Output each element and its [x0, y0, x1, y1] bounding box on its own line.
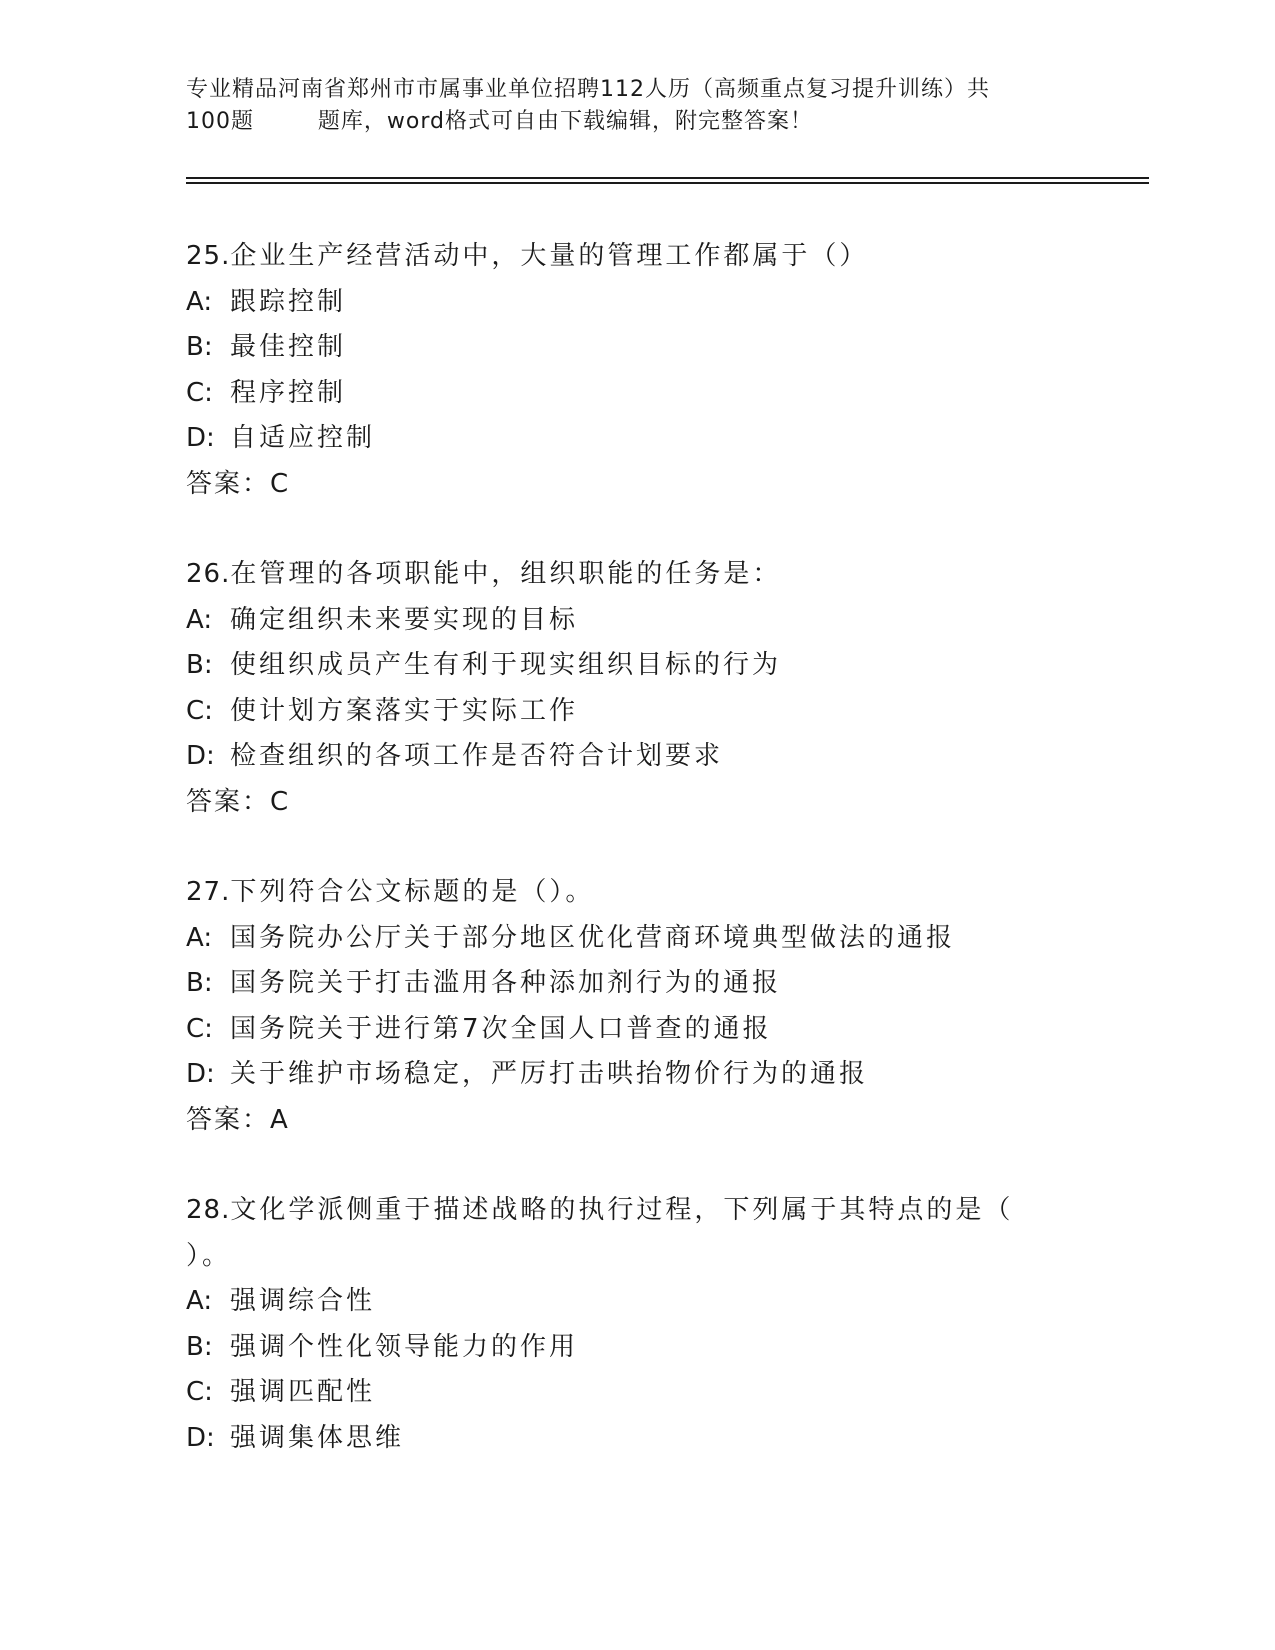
- document-header: [186, 74, 1086, 138]
- option-letter: A:: [186, 286, 213, 317]
- option-letter: D:: [186, 1422, 215, 1453]
- question-text: 企业生产经营活动中，大量的管理工作都属于（）: [230, 241, 869, 271]
- option-c: [186, 371, 1086, 417]
- option-letter: C:: [186, 1013, 213, 1044]
- question-number: 27.: [186, 877, 231, 907]
- header-line-2: 100题 题库，word格式可自由下载编辑，附完整答案！: [186, 109, 814, 134]
- option-letter: C:: [186, 1377, 213, 1407]
- question-number: 28.: [186, 1195, 231, 1225]
- option-letter: C:: [186, 377, 213, 408]
- question-stem: [186, 234, 1086, 280]
- option-letter: D:: [186, 423, 215, 453]
- answer-line: 答案：C: [186, 468, 291, 499]
- option-letter: B:: [186, 650, 213, 680]
- answer-line: 答案：A: [186, 1104, 290, 1135]
- option-letter: A:: [186, 604, 213, 635]
- option-d: [186, 1052, 1086, 1098]
- option-text: 自适应控制: [230, 423, 376, 453]
- option-text: 强调个性化领导能力的作用: [230, 1331, 579, 1362]
- option-d: [186, 416, 1086, 462]
- option-text: 程序控制: [230, 377, 347, 408]
- answer-line: 答案：C: [186, 786, 291, 817]
- option-d: [186, 1416, 1086, 1462]
- question-stem: [186, 552, 1086, 598]
- option-b: [186, 961, 1086, 1007]
- question-stem: [186, 870, 1086, 916]
- option-a: [186, 916, 1086, 962]
- option-text: 强调集体思维: [230, 1422, 405, 1453]
- question-number: 26.: [186, 559, 231, 589]
- question-28: [186, 1188, 1086, 1461]
- question-26: [186, 552, 1086, 825]
- option-text: 最佳控制: [230, 332, 347, 362]
- option-text: 强调综合性: [230, 1286, 376, 1316]
- option-a: [186, 598, 1086, 644]
- option-c: [186, 1007, 1086, 1053]
- question-list: [186, 234, 1086, 1506]
- option-text: 检查组织的各项工作是否符合计划要求: [230, 741, 724, 771]
- option-a: [186, 280, 1086, 326]
- option-letter: A:: [186, 1286, 213, 1316]
- option-text: 确定组织未来要实现的目标: [230, 604, 579, 635]
- header-line-1: 专业精品河南省郑州市市属事业单位招聘112人历（高频重点复习提升训练）共: [186, 77, 990, 102]
- option-text: 国务院办公厅关于部分地区优化营商环境典型做法的通报: [230, 922, 956, 953]
- question-25: [186, 234, 1086, 507]
- option-c: [186, 1370, 1086, 1416]
- option-a: [186, 1279, 1086, 1325]
- question-stem: [186, 1188, 1086, 1234]
- header-divider-bottom: [186, 182, 1149, 184]
- option-letter: C:: [186, 695, 213, 726]
- option-text: 关于维护市场稳定，严厉打击哄抬物价行为的通报: [230, 1059, 869, 1089]
- option-letter: B:: [186, 1331, 213, 1362]
- option-text: 使计划方案落实于实际工作: [230, 695, 579, 726]
- option-letter: D:: [186, 741, 215, 771]
- question-stem-continued: ）。: [186, 1240, 232, 1271]
- header-divider-top: [186, 177, 1149, 179]
- option-b: [186, 325, 1086, 371]
- option-letter: D:: [186, 1059, 215, 1089]
- question-text: 文化学派侧重于描述战略的执行过程，下列属于其特点的是（: [230, 1195, 1014, 1225]
- option-text: 使组织成员产生有利于现实组织目标的行为: [230, 650, 782, 680]
- option-text: 跟踪控制: [230, 286, 347, 317]
- question-number: 25.: [186, 241, 231, 271]
- option-d: [186, 734, 1086, 780]
- question-text: 下列符合公文标题的是（）。: [230, 877, 595, 907]
- question-text: 在管理的各项职能中，组织职能的任务是：: [230, 559, 782, 589]
- option-letter: B:: [186, 968, 213, 998]
- option-b: [186, 1325, 1086, 1371]
- option-b: [186, 643, 1086, 689]
- question-27: [186, 870, 1086, 1143]
- option-letter: B:: [186, 332, 213, 362]
- option-text: 强调匹配性: [230, 1377, 376, 1407]
- option-c: [186, 689, 1086, 735]
- option-text: 国务院关于进行第7次全国人口普查的通报: [230, 1013, 772, 1044]
- option-letter: A:: [186, 922, 213, 953]
- option-text: 国务院关于打击滥用各种添加剂行为的通报: [230, 968, 782, 998]
